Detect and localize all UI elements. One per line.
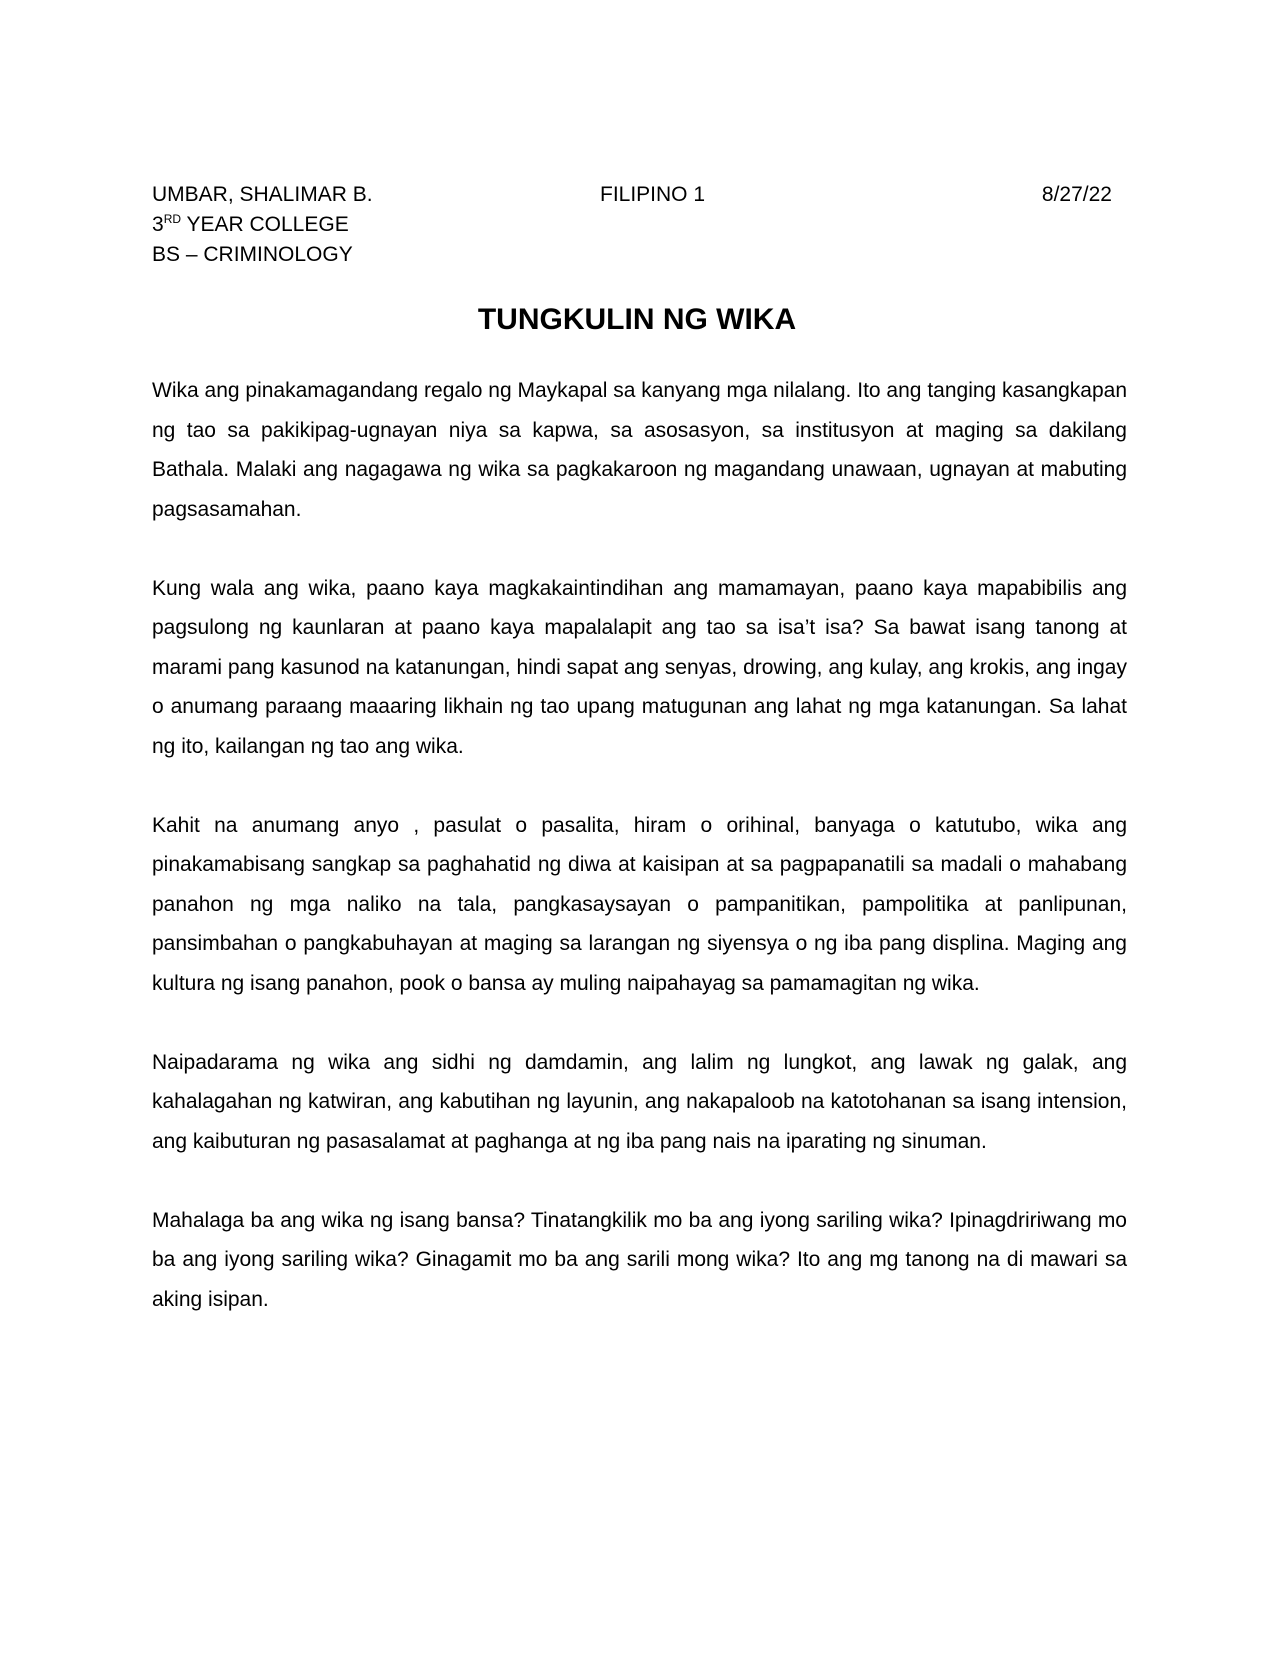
paragraph: Naipadarama ng wika ang sidhi ng damdamin, ang lalim ng lungkot, ang lawak ng galak, ang kahalagahan ng katwiran, ang kabutihan ng layunin, ang nakapaloob na katotohanan sa isang intension, ang kaibuturan ng pasasalamat at paghanga at ng iba pang nais na iparating ng sinuman. (152, 1050, 1127, 1153)
year-rest: YEAR COLLEGE (181, 213, 349, 236)
paragraph: Kung wala ang wika, paano kaya magkakaintindihan ang mamamayan, paano kaya mapabibilis ang pagsulong ng kaunlaran at paano kaya mapalalapit ang tao sa isa’t isa? Sa bawat isang tanong at marami pang kasunod na katanungan, hindi sapat ang senyas, drowing, ang kulay, ang krokis, ang ingay o anumang paraang maaaring likhain ng tao upang matugunan ang lahat ng mga katanungan. Sa lahat ng ito, kailangan ng tao ang wika. (152, 576, 1127, 758)
header-row-first (152, 180, 1112, 210)
date: 8/27/22 (1041, 183, 1112, 206)
paragraph: Mahalaga ba ang wika ng isang bansa? Tinatangkilik mo ba ang iyong sariling wika? Ipinagdririwang mo ba ang iyong sariling wika? Ginagamit mo ba ang sarili mong wika? Ito ang mg tanong na di mawari sa aking isipan. (152, 1208, 1127, 1311)
student-name: UMBAR, SHALIMAR B. (152, 183, 373, 206)
document-header (152, 180, 1112, 270)
paragraph: Wika ang pinakamagandang regalo ng Maykapal sa kanyang mga nilalang. Ito ang tanging kasangkapan ng tao sa pakikipag-ugnayan niya sa kapwa, sa asosasyon, sa institusyon at maging sa dakilang Bathala. Malaki ang nagagawa ng wika sa pagkakaroon ng magandang unawaan, ugnayan at mabuting pagsasamahan. (152, 379, 1127, 521)
subject: FILIPINO 1 (600, 183, 706, 206)
document-title: TUNGKULIN NG WIKA (477, 303, 797, 336)
document-body (152, 371, 1127, 1359)
course: BS – CRIMINOLOGY (152, 243, 353, 266)
year-superscript: RD (163, 212, 182, 226)
year-number: 3 (152, 213, 164, 236)
year-level (152, 210, 1112, 240)
paragraph: Kahit na anumang anyo , pasulat o pasalita, hiram o orihinal, banyaga o katutubo, wika ang pinakamabisang sangkap sa paghahatid ng diwa at kaisipan at sa pagpapanatili sa madali o mahabang panahon ng mga naliko na tala, pangkasaysayan o pampanitikan, pampolitika at panlipunan, pansimbahan o pangkabuhayan at maging sa larangan ng siyensya o ng iba pang displina. Maging ang kultura ng isang panahon, pook o bansa ay muling naipahayag sa pamamagitan ng wika. (152, 813, 1127, 995)
